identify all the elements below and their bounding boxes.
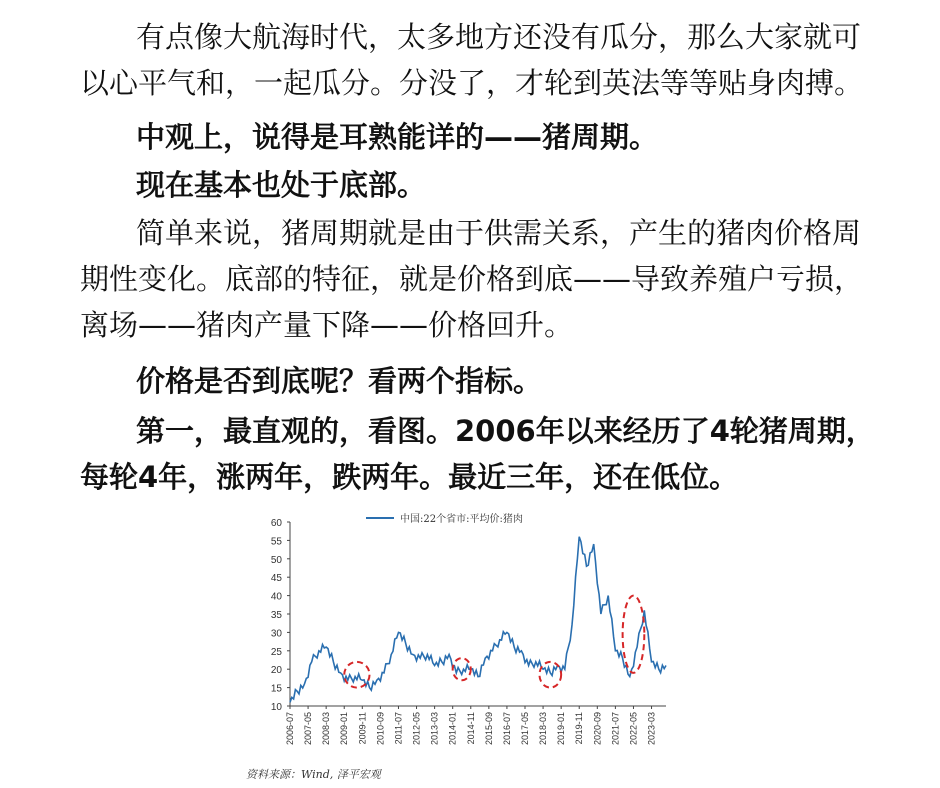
paragraph-4: 简单来说，猪周期就是由于供需关系，产生的猪肉价格周期性变化。底部的特征，就是价格到底——导致养殖户亏损，离场——猪肉产量下降——价格回升。 xyxy=(80,216,864,342)
y-tick-label: 25 xyxy=(270,646,282,658)
x-tick-label: 2019-01 xyxy=(556,712,567,746)
bottom-highlight-circle xyxy=(344,662,369,688)
x-tick-label: 2008-03 xyxy=(321,712,332,746)
y-tick-label: 45 xyxy=(270,573,282,585)
x-tick-label: 2012-05 xyxy=(411,712,422,746)
y-tick-label: 60 xyxy=(270,518,282,529)
bottom-highlight-circle xyxy=(539,662,561,688)
chart-svg xyxy=(246,508,682,766)
series-line xyxy=(290,537,666,703)
y-tick-label: 20 xyxy=(270,665,282,677)
source-note: 资料来源：Wind, 泽平宏观 xyxy=(246,768,381,781)
y-tick-label: 30 xyxy=(270,628,282,640)
paragraph-2: 中观上，说得是耳熟能详的——猪周期。 xyxy=(136,120,659,154)
x-tick-label: 2023-03 xyxy=(646,712,657,746)
y-tick-label: 40 xyxy=(270,591,282,603)
x-tick-label: 2020-09 xyxy=(592,712,603,746)
x-tick-label: 2013-03 xyxy=(429,712,440,746)
pork-price-chart xyxy=(246,508,682,786)
y-tick-label: 10 xyxy=(270,702,282,713)
y-tick-label: 50 xyxy=(270,554,282,566)
y-tick-label: 55 xyxy=(270,536,282,548)
paragraph-1: 有点像大航海时代，太多地方还没有瓜分，那么大家就可以心平气和，一起瓜分。分没了，才轮到英法等等贴身肉搏。 xyxy=(80,20,864,100)
legend-label: 中国:22个省市:平均价:猪肉 xyxy=(400,514,523,525)
y-tick-label: 35 xyxy=(270,610,282,621)
x-tick-label: 2009-01 xyxy=(339,712,350,746)
x-tick-label: 2014-01 xyxy=(447,712,458,746)
x-tick-label: 2015-09 xyxy=(483,712,494,746)
x-tick-label: 2007-05 xyxy=(303,712,314,746)
x-tick-label: 2014-11 xyxy=(465,712,476,745)
paragraph-6: 第一，最直观的，看图。2006年以来经历了4轮猪周期，每轮4年，涨两年，跌两年。最近三年，还在低位。 xyxy=(80,414,875,494)
x-tick-label: 2021-07 xyxy=(610,712,621,746)
x-tick-label: 2011-07 xyxy=(393,712,404,745)
x-tick-label: 2019-11 xyxy=(574,712,585,745)
paragraph-3: 现在基本也处于底部。 xyxy=(136,168,427,202)
x-tick-label: 2022-05 xyxy=(628,712,639,746)
x-tick-label: 2018-03 xyxy=(538,712,549,746)
x-tick-label: 2016-07 xyxy=(501,712,512,746)
x-tick-label: 2010-09 xyxy=(375,712,386,746)
x-tick-label: 2006-07 xyxy=(285,712,295,746)
x-tick-label: 2009-11 xyxy=(357,712,368,745)
paragraph-5: 价格是否到底呢？看两个指标。 xyxy=(136,364,543,398)
y-tick-label: 15 xyxy=(270,683,282,695)
x-tick-label: 2017-05 xyxy=(520,712,530,746)
